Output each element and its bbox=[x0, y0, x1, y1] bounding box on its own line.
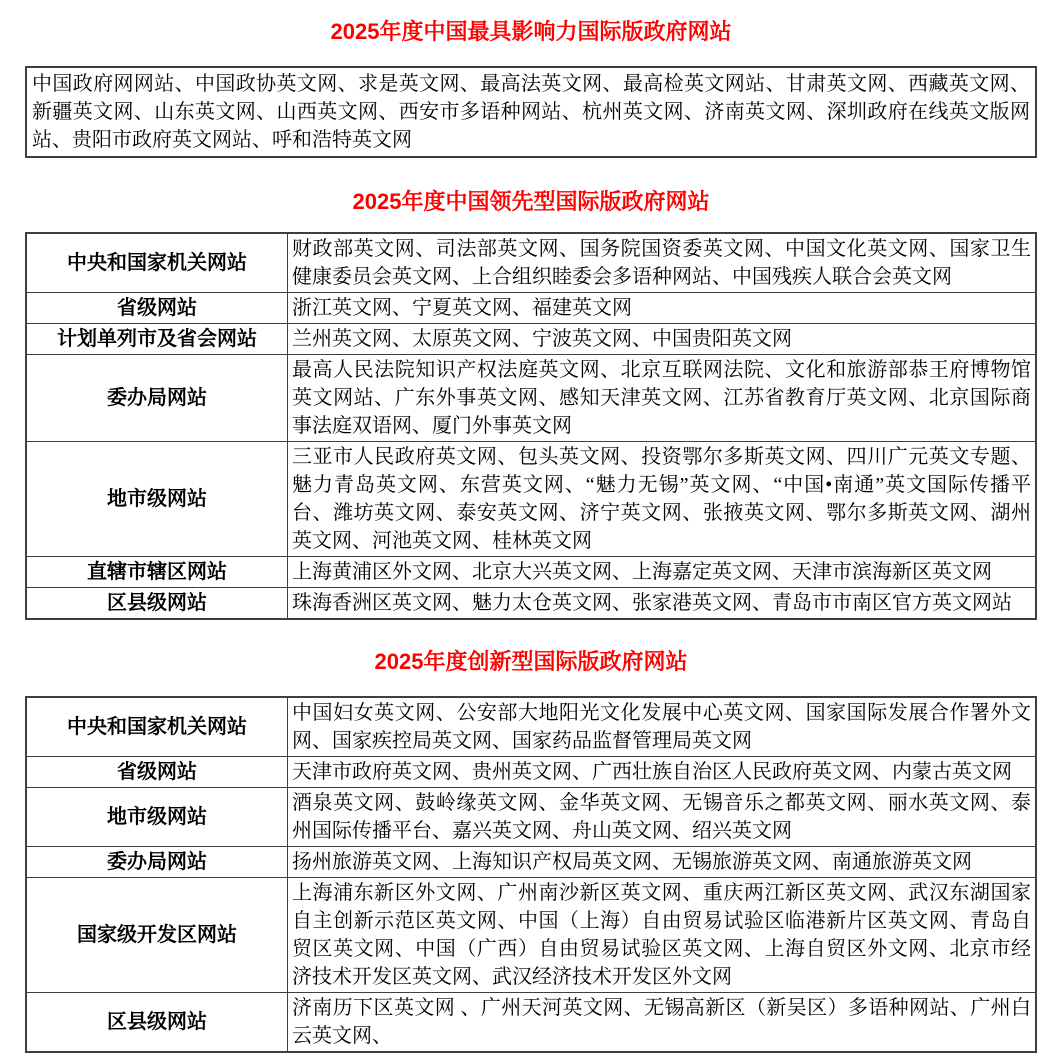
row-websites-list: 三亚市人民政府英文网、包头英文网、投资鄂尔多斯英文网、四川广元英文专题、魅力青岛英文网、东营英文网、“魅力无锡”英文网、“中国•南通”英文国际传播平台、潍坊英文网、泰安英文网、济宁英文网、张掖英文网、鄂尔多斯英文网、湖州英文网、河池英文网、桂林英文网 bbox=[288, 442, 1037, 557]
innovative-websites-table bbox=[25, 696, 1037, 1053]
table-row bbox=[26, 355, 1036, 442]
row-category-label: 直辖市辖区网站 bbox=[26, 557, 288, 588]
row-websites-list: 上海浦东新区外文网、广州南沙新区英文网、重庆两江新区英文网、武汉东湖国家自主创新示范区英文网、中国（上海）自由贸易试验区临港新片区英文网、青岛自贸区英文网、中国（广西）自由贸易试验区英文网、上海自贸区外文网、北京市经济技术开发区英文网、武汉经济技术开发区外文网 bbox=[288, 878, 1037, 993]
table-row bbox=[26, 324, 1036, 355]
row-category-label: 委办局网站 bbox=[26, 847, 288, 878]
row-category-label: 区县级网站 bbox=[26, 588, 288, 620]
row-websites-list: 扬州旅游英文网、上海知识产权局英文网、无锡旅游英文网、南通旅游英文网 bbox=[288, 847, 1037, 878]
leading-table-body bbox=[26, 233, 1036, 619]
row-category-label: 地市级网站 bbox=[26, 788, 288, 847]
row-category-label: 省级网站 bbox=[26, 757, 288, 788]
title-leading: 2025年度中国领先型国际版政府网站 bbox=[352, 189, 710, 214]
row-category-label: 区县级网站 bbox=[26, 993, 288, 1053]
row-category-label: 中央和国家机关网站 bbox=[26, 233, 288, 293]
row-category-label: 计划单列市及省会网站 bbox=[26, 324, 288, 355]
leading-websites-table bbox=[25, 232, 1037, 620]
row-category-label: 委办局网站 bbox=[26, 355, 288, 442]
row-category-label: 国家级开发区网站 bbox=[26, 878, 288, 993]
table-row bbox=[26, 442, 1036, 557]
row-category-label: 中央和国家机关网站 bbox=[26, 697, 288, 757]
table-row bbox=[26, 697, 1036, 757]
row-websites-list: 兰州英文网、太原英文网、宁波英文网、中国贵阳英文网 bbox=[288, 324, 1037, 355]
row-websites-list: 上海黄浦区外文网、北京大兴英文网、上海嘉定英文网、天津市滨海新区英文网 bbox=[288, 557, 1037, 588]
table-row bbox=[26, 993, 1036, 1053]
innovative-table-body bbox=[26, 697, 1036, 1052]
row-websites-list: 珠海香洲区英文网、魅力太仓英文网、张家港英文网、青岛市市南区官方英文网站 bbox=[288, 588, 1037, 620]
table-row bbox=[26, 788, 1036, 847]
row-websites-list: 天津市政府英文网、贵州英文网、广西壮族自治区人民政府英文网、内蒙古英文网 bbox=[288, 757, 1037, 788]
table-row bbox=[26, 233, 1036, 293]
table-row bbox=[26, 878, 1036, 993]
table-row bbox=[26, 588, 1036, 620]
title-innovative: 2025年度创新型国际版政府网站 bbox=[374, 649, 688, 674]
table-row bbox=[26, 557, 1036, 588]
row-category-label: 地市级网站 bbox=[26, 442, 288, 557]
row-websites-list: 浙江英文网、宁夏英文网、福建英文网 bbox=[288, 293, 1037, 324]
row-websites-list: 酒泉英文网、鼓岭缘英文网、金华英文网、无锡音乐之都英文网、丽水英文网、泰州国际传播平台、嘉兴英文网、舟山英文网、绍兴英文网 bbox=[288, 788, 1037, 847]
row-websites-list: 财政部英文网、司法部英文网、国务院国资委英文网、中国文化英文网、国家卫生健康委员会英文网、上合组织睦委会多语种网站、中国残疾人联合会英文网 bbox=[288, 233, 1037, 293]
table-row bbox=[26, 293, 1036, 324]
row-category-label: 省级网站 bbox=[26, 293, 288, 324]
title-most-influential: 2025年度中国最具影响力国际版政府网站 bbox=[330, 19, 732, 44]
influential-websites-box: 中国政府网网站、中国政协英文网、求是英文网、最高法英文网、最高检英文网站、甘肃英文网、西藏英文网、新疆英文网、山东英文网、山西英文网、西安市多语种网站、杭州英文网、济南英文网、深圳政府在线英文版网站、贵阳市政府英文网站、呼和浩特英文网 bbox=[25, 66, 1037, 158]
row-websites-list: 济南历下区英文网 、广州天河英文网、无锡高新区（新吴区）多语种网站、广州白云英文网、 bbox=[288, 993, 1037, 1053]
table-row bbox=[26, 847, 1036, 878]
row-websites-list: 中国妇女英文网、公安部大地阳光文化发展中心英文网、国家国际发展合作署外文网、国家疾控局英文网、国家药品监督管理局英文网 bbox=[288, 697, 1037, 757]
row-websites-list: 最高人民法院知识产权法庭英文网、北京互联网法院、文化和旅游部恭王府博物馆英文网站、广东外事英文网、感知天津英文网、江苏省教育厅英文网、北京国际商事法庭双语网、厦门外事英文网 bbox=[288, 355, 1037, 442]
table-row bbox=[26, 757, 1036, 788]
